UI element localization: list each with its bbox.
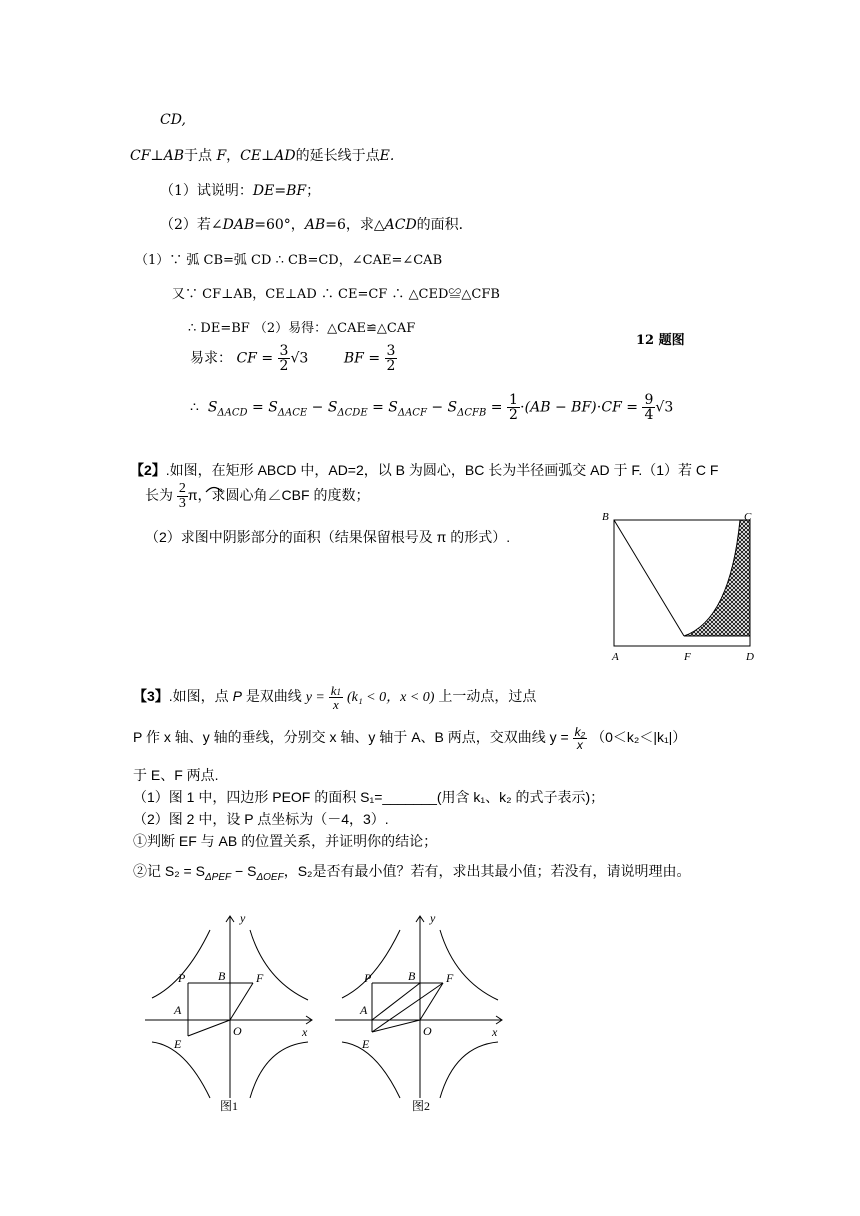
text-fragment: P 作 x 轴、y 轴的垂线，分别交 x 轴、y 轴于 A、B 两点，交双曲线 y = (133, 729, 569, 746)
text-fragment: ΔOEF (256, 872, 284, 883)
problem-3-line-4: （1）图 1 中，四边形 PEOF 的面积 S₁=_______(用含 k₁、k₂ 的式子表示)； (133, 789, 605, 805)
text-fragment: ACD (384, 217, 417, 233)
fraction-denominator: 3 (178, 496, 186, 511)
hyperbola-branch (342, 1042, 400, 1098)
point-label-a: A (612, 651, 619, 662)
text-fragment: ΔACD (217, 407, 248, 419)
text-fragment: 于点 (184, 148, 212, 164)
point-label-b: B (602, 511, 609, 523)
segment-bf (614, 520, 684, 636)
fraction-numerator: k1 (330, 683, 342, 698)
hyperbola-branch (152, 930, 210, 998)
sqrt-3: √3 (655, 399, 674, 416)
segment-of (230, 983, 253, 1020)
text-fragment: （1）试说明： (160, 183, 253, 199)
text-fragment: y = (305, 690, 325, 706)
fraction-denominator: 4 (644, 407, 654, 423)
rectangle-arc-figure (600, 510, 760, 662)
text-fragment: ⋅(AB − BF)⋅CF = (519, 399, 639, 416)
solution-line-1: （1）∵ 弧 CB=弧 CD ∴ CB=CD，∠CAE=∠CAB (135, 253, 443, 268)
fraction-denominator: 2 (386, 358, 396, 374)
text-fragment: AB (304, 217, 326, 233)
point-label-b: B (218, 969, 226, 983)
text-fragment: ΔPEF (204, 872, 232, 883)
segment-ef (372, 983, 443, 1032)
problem-2-line-3: （2）求图中阴影部分的面积（结果保留根号及 π 的形式）. (145, 529, 511, 545)
arc-mark-icon (205, 485, 223, 493)
point-label-e: E (362, 1037, 370, 1051)
segment-ab (372, 983, 420, 1020)
point-label-e: E (174, 1037, 182, 1051)
solution-line-3: ∴ DE=BF （2）易得：△CAE≌△CAF (188, 321, 416, 336)
axis-label-y: y (240, 911, 246, 925)
fraction-numerator: k₂ (574, 725, 586, 739)
text-fragment: .如图，在矩形 ABCD 中，AD=2，以 B 为圆心，BC 长为半径画弧交 AD 于 F.（1）若 C F (165, 462, 719, 478)
point-label-d: D (746, 651, 754, 662)
text-fragment: k (330, 683, 337, 698)
text-fragment: 的延长线于点 (295, 148, 380, 164)
problem-3-line-1 (133, 684, 536, 711)
text-fragment: .如图，点 (168, 688, 229, 705)
fraction-denominator: 2 (508, 407, 518, 423)
figure-1-caption: 图1 (220, 1099, 239, 1113)
text-cd: CD, (160, 112, 186, 128)
text-fragment: ΔCFB (457, 407, 487, 419)
hyperbola-branch (250, 930, 308, 1000)
point-label-a: A (360, 1003, 368, 1017)
point-label-o: O (423, 1024, 432, 1038)
hyperbola-branch (440, 930, 498, 1000)
hyperbola-branch (342, 930, 400, 998)
point-label-f: F (256, 971, 264, 985)
problem-3-line-3: 于 E、F 两点. (133, 767, 219, 783)
text-fragment: P (232, 688, 242, 705)
text-fragment: S (327, 399, 338, 416)
hyperbola-branch (440, 1042, 498, 1098)
point-label-p: P (178, 971, 186, 985)
fraction-denominator: x (576, 738, 583, 752)
text-fragment: ②记 S₂ = S (133, 863, 205, 879)
text-fragment: S (447, 399, 458, 416)
fraction-numerator: 3 (279, 343, 289, 359)
problem-3-line-5: （2）图 2 中，设 P 点坐标为（－4，3）. (133, 811, 389, 827)
text-fragment: ，S₂是否有最小值？若有，求出其最小值；若没有，请说明理由。 (283, 863, 691, 879)
hyperbola-branch (250, 1042, 308, 1098)
problem-2-line-1 (130, 460, 718, 480)
text-fragment: 是双曲线 (245, 688, 302, 705)
text-fragment: ΔACE (277, 407, 308, 419)
text-fragment: 上一动点，过点 (438, 688, 537, 705)
solution-line-4 (190, 344, 397, 373)
fraction-denominator: x (333, 697, 339, 712)
point-label-o: O (233, 1024, 242, 1038)
problem-number: 【2】 (130, 462, 166, 478)
fraction-numerator: 2 (178, 481, 186, 496)
solution-line-5: ∴ $S_{\Delta ACD} = S_{\Delta ACE} - S_{\Delta CDE} = S_{\Delta ACF} - S_{\Delta CFB}$ = $\frac{1}{2}$ ⋅(AB − BF)⋅CF = $\frac{9}{4}$ √3 (190, 392, 674, 423)
axis-label-y: y (430, 911, 436, 925)
point-label-f: F (684, 651, 691, 662)
text-fragment: DAB (222, 217, 255, 233)
text-fragment: S (268, 399, 278, 416)
question-1 (160, 180, 320, 200)
text-fragment: 易求： (190, 350, 232, 367)
text-line2 (130, 145, 394, 165)
text-fragment: =60°， (254, 217, 305, 233)
text-fragment: 的面积． (416, 217, 473, 233)
point-label-b: B (408, 969, 416, 983)
text-fragment: BF = (343, 350, 381, 367)
fraction-numerator: 1 (508, 392, 518, 408)
problem-3-line-2 (133, 726, 686, 751)
text-ce-perp-ad: CE⊥AD (240, 148, 296, 164)
text-fragment: ΔCDE (337, 407, 368, 419)
problem-2-line-2 (145, 482, 369, 511)
segment-of (420, 983, 443, 1020)
figure-1 (140, 910, 320, 1115)
fraction-numerator: 3 (386, 343, 396, 359)
text-fragment: F (216, 148, 227, 164)
axis-label-x: x (302, 1025, 308, 1039)
text-fragment: CF = (236, 350, 274, 367)
text-fragment: =6，求△ (325, 217, 385, 233)
figure-label-12: 12 题图 (636, 333, 685, 348)
problem-3-line-7 (133, 861, 690, 883)
text-fragment: (k₁ < 0，x < 0) (346, 690, 435, 706)
text-fragment: − S (235, 863, 257, 879)
fraction-denominator: 2 (279, 358, 289, 374)
fraction-numerator: 9 (644, 392, 654, 408)
point-label-p: P (364, 971, 372, 985)
therefore-symbol: ∴ (190, 399, 199, 416)
text-fragment: S (207, 399, 218, 416)
figure-2-caption: 图2 (412, 1099, 431, 1113)
solution-line-2: 又∵ CF⊥AB，CE⊥AD ∴ CE=CF ∴ △CED≌△CFB (172, 287, 500, 302)
point-label-c: C (744, 511, 752, 523)
segment-eo (188, 1020, 230, 1036)
text-fragment: S (388, 399, 398, 416)
text-fragment: （0＜k₂＜|k₁|） (591, 729, 687, 746)
text-fragment: DE=BF (252, 183, 307, 199)
point-label-a: A (174, 1003, 182, 1017)
point-label-f: F (446, 971, 454, 985)
problem-number: 【3】 (133, 688, 169, 705)
text-fragment: 长为 (145, 487, 173, 504)
text-cf-perp-ab: CF⊥AB (130, 148, 184, 164)
text-fragment: ΔACF (397, 407, 427, 419)
figure-2 (330, 910, 510, 1115)
question-2 (160, 214, 473, 234)
shaded-region (684, 520, 750, 636)
axis-label-x: x (492, 1025, 498, 1039)
text-fragment: π，求圆心角∠CBF 的度数； (187, 487, 370, 504)
text-fragment: ， (226, 148, 241, 164)
text-fragment: E. (379, 148, 395, 164)
problem-3-line-6: ①判断 EF 与 AB 的位置关系，并证明你的结论； (133, 833, 438, 849)
text-fragment: ； (306, 183, 321, 199)
text-fragment: （2）若∠ (160, 217, 223, 233)
segment-eo (372, 1020, 420, 1032)
sqrt-3: √3 (290, 350, 309, 367)
